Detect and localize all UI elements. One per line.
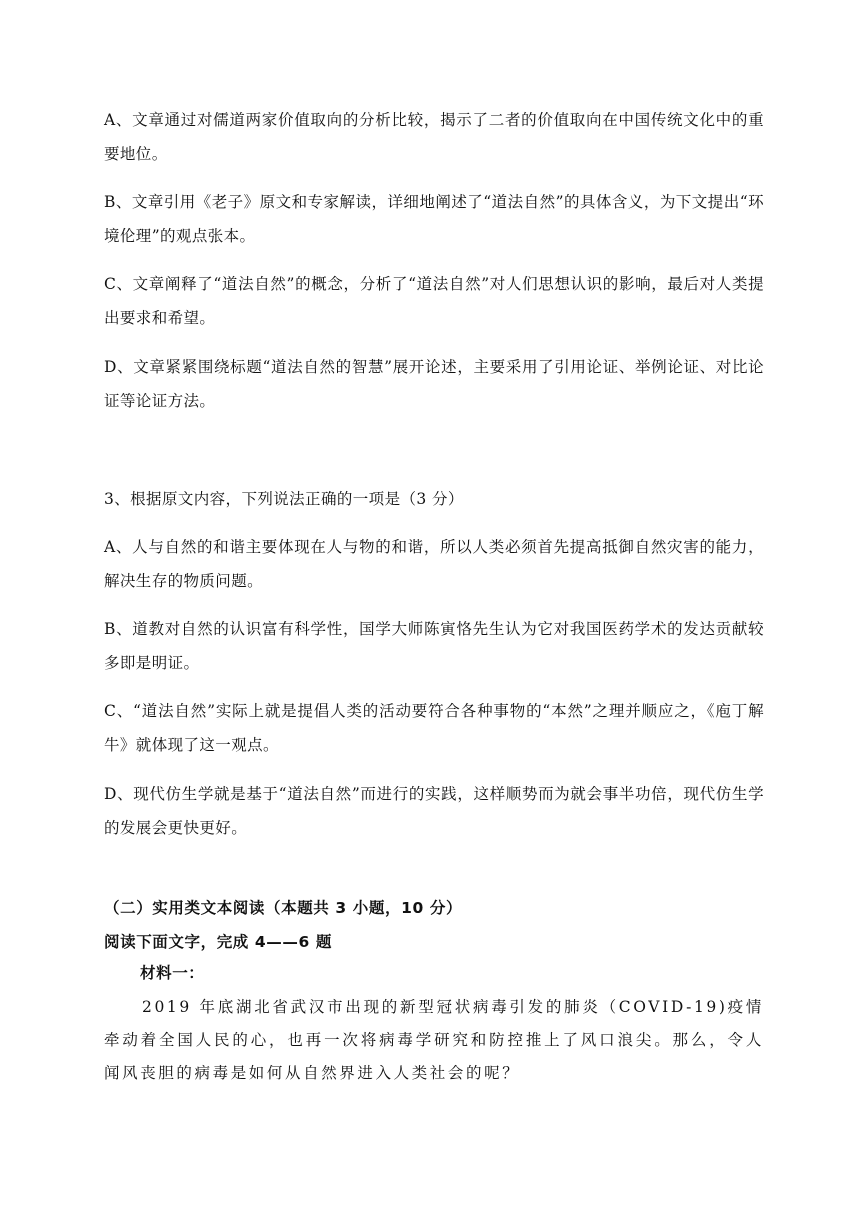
q3-option-a: A、人与自然的和谐主要体现在人与物的和谐，所以人类必须首先提高抵御自然灾害的能力，解决生存的物质问题。 [104, 538, 764, 590]
q3-option-b: B、道教对自然的认识富有科学性，国学大师陈寅恪先生认为它对我国医药学术的发达贡献较多即是明证。 [104, 620, 764, 672]
q2-option-c: C、文章阐释了“道法自然”的概念，分析了“道法自然”对人们思想认识的影响，最后对人类提出要求和希望。 [104, 275, 764, 327]
q2-option-d: D、文章紧紧围绕标题“道法自然的智慧”展开论述，主要采用了引用论证、举例论证、对比论证等论证方法。 [104, 358, 764, 410]
section-title: （二）实用类文本阅读（本题共 3 小题，10 分） [104, 899, 463, 917]
q2-option-b: B、文章引用《老子》原文和专家解读，详细地阐述了“道法自然”的具体含义，为下文提出“环境伦理”的观点张本。 [104, 193, 764, 245]
q3-title: 3、根据原文内容，下列说法正确的一项是（3 分） [104, 490, 464, 508]
material-label: 材料一： [140, 964, 205, 982]
q2-option-a: A、文章通过对儒道两家价值取向的分析比较，揭示了二者的价值取向在中国传统文化中的重要地位。 [104, 111, 764, 163]
q3-option-d: D、现代仿生学就是基于“道法自然”而进行的实践，这样顺势而为就会事半功倍，现代仿生学的发展会更快更好。 [104, 785, 764, 837]
material-paragraph: 2019 年底湖北省武汉市出现的新型冠状病毒引发的肺炎（COVID-19)疫情牵动着全国人民的心，也再一次将病毒学研究和防控推上了风口浪尖。那么，令人闻风丧胆的病毒是如何从自然界进入人类社会的呢？ [104, 998, 764, 1082]
q3-option-c: C、“道法自然”实际上就是提倡人类的活动要符合各种事物的“本然”之理并顺应之，《庖丁解牛》就体现了这一观点。 [104, 702, 764, 754]
section-instruction: 阅读下面文字，完成 4——6 题 [104, 933, 332, 951]
